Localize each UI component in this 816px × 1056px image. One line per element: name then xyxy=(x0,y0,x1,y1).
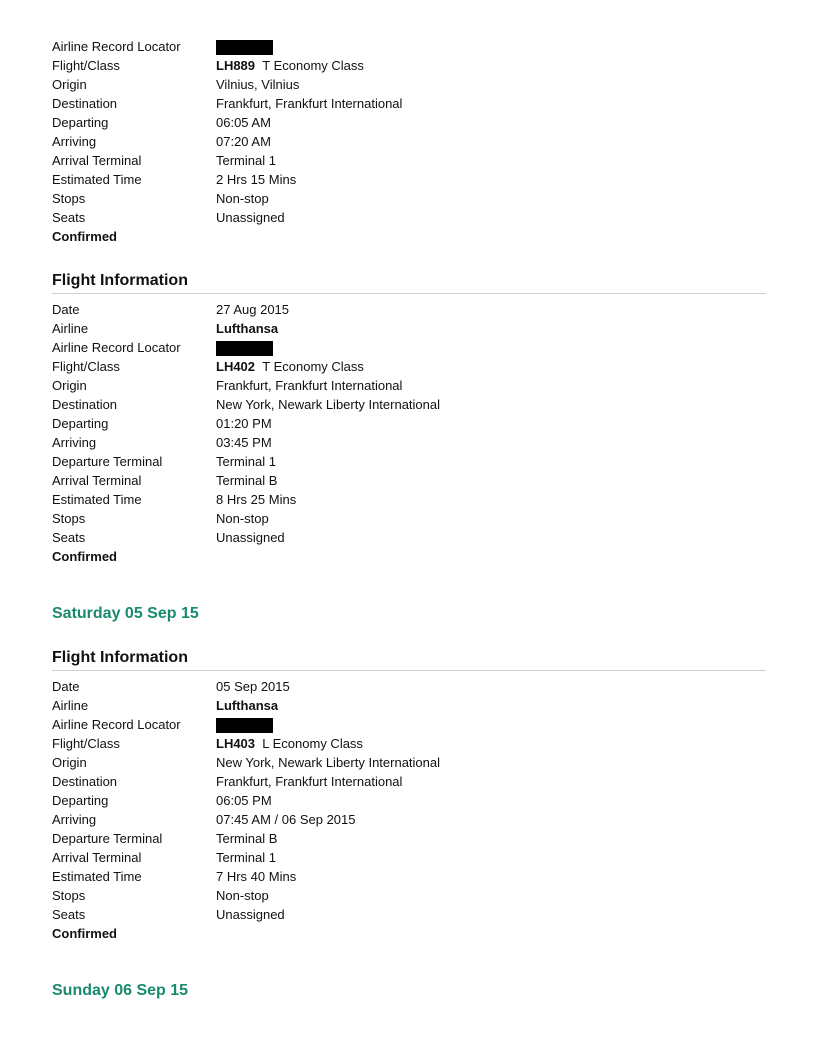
estimated-time-label: Estimated Time xyxy=(52,172,142,187)
section-title: Flight Information xyxy=(52,271,766,294)
destination-label: Destination xyxy=(52,397,118,412)
seats-value: Unassigned xyxy=(216,907,285,922)
arriving-value: 07:45 AM / 06 Sep 2015 xyxy=(216,812,356,827)
origin-value: New York, Newark Liberty International xyxy=(216,755,441,770)
origin-value: Frankfurt, Frankfurt International xyxy=(216,378,403,393)
origin-row xyxy=(52,376,766,395)
flight-segment-lh403 xyxy=(52,648,766,943)
seats-label: Seats xyxy=(52,210,86,225)
arriving-value: 07:20 AM xyxy=(216,134,271,149)
origin-label: Origin xyxy=(52,755,87,770)
destination-row xyxy=(52,772,766,791)
seats-value: Unassigned xyxy=(216,210,285,225)
estimated-time-row xyxy=(52,490,766,509)
flight-segment-lh889 xyxy=(52,37,766,246)
arriving-label: Arriving xyxy=(52,812,97,827)
departing-label: Departing xyxy=(52,115,109,130)
stops-value: Non-stop xyxy=(216,888,269,903)
stops-label: Stops xyxy=(52,888,86,903)
date-value: 05 Sep 2015 xyxy=(216,679,290,694)
redacted-record-locator xyxy=(216,718,273,733)
estimated-time-value: 8 Hrs 25 Mins xyxy=(216,492,297,507)
estimated-time-label: Estimated Time xyxy=(52,492,142,507)
origin-row xyxy=(52,753,766,772)
flight-class-value: T Economy Class xyxy=(262,58,364,73)
date-row xyxy=(52,677,766,696)
departing-row xyxy=(52,414,766,433)
arriving-value: 03:45 PM xyxy=(216,435,272,450)
departure-terminal-row xyxy=(52,452,766,471)
arriving-row xyxy=(52,810,766,829)
estimated-time-row xyxy=(52,867,766,886)
section-title: Flight Information xyxy=(52,648,766,671)
destination-label: Destination xyxy=(52,774,118,789)
flight-class-label: Flight/Class xyxy=(52,359,120,374)
departure-terminal-value: Terminal 1 xyxy=(216,454,276,469)
departure-terminal-label: Departure Terminal xyxy=(52,831,163,846)
seats-label: Seats xyxy=(52,907,86,922)
destination-row xyxy=(52,94,766,113)
seats-row xyxy=(52,208,766,227)
origin-row xyxy=(52,75,766,94)
departing-label: Departing xyxy=(52,416,109,431)
record-locator-row xyxy=(52,338,766,357)
arrival-terminal-value: Terminal 1 xyxy=(216,153,276,168)
airline-row xyxy=(52,319,766,338)
destination-label: Destination xyxy=(52,96,118,111)
stops-label: Stops xyxy=(52,191,86,206)
estimated-time-label: Estimated Time xyxy=(52,869,142,884)
estimated-time-value: 2 Hrs 15 Mins xyxy=(216,172,297,187)
date-value: 27 Aug 2015 xyxy=(216,302,290,317)
departing-label: Departing xyxy=(52,793,109,808)
airline-row xyxy=(52,696,766,715)
departing-value: 06:05 PM xyxy=(216,793,272,808)
arriving-label: Arriving xyxy=(52,435,97,450)
day-heading: Sunday 06 Sep 15 xyxy=(52,982,189,999)
arrival-terminal-label: Arrival Terminal xyxy=(52,850,142,865)
flight-class-value: T Economy Class xyxy=(262,359,364,374)
airline-label: Airline xyxy=(52,698,89,713)
redacted-record-locator xyxy=(216,341,273,356)
destination-value: Frankfurt, Frankfurt International xyxy=(216,774,403,789)
arriving-row xyxy=(52,433,766,452)
departing-value: 06:05 AM xyxy=(216,115,271,130)
departing-row xyxy=(52,791,766,810)
arriving-label: Arriving xyxy=(52,134,97,149)
stops-row xyxy=(52,886,766,905)
arriving-row xyxy=(52,132,766,151)
itinerary-page xyxy=(52,37,766,1001)
stops-value: Non-stop xyxy=(216,511,269,526)
arrival-terminal-row xyxy=(52,848,766,867)
record-locator-label: Airline Record Locator xyxy=(52,340,181,355)
date-row xyxy=(52,300,766,319)
destination-value: Frankfurt, Frankfurt International xyxy=(216,96,403,111)
day-heading: Saturday 05 Sep 15 xyxy=(52,605,199,622)
departure-terminal-row xyxy=(52,829,766,848)
departing-value: 01:20 PM xyxy=(216,416,272,431)
flight-class-row xyxy=(52,357,766,376)
record-locator-label: Airline Record Locator xyxy=(52,39,181,54)
departure-terminal-label: Departure Terminal xyxy=(52,454,163,469)
stops-value: Non-stop xyxy=(216,191,269,206)
estimated-time-value: 7 Hrs 40 Mins xyxy=(216,869,297,884)
arrival-terminal-value: Terminal B xyxy=(216,473,278,488)
seats-label: Seats xyxy=(52,530,86,545)
flight-class-label: Flight/Class xyxy=(52,58,120,73)
airline-value: Lufthansa xyxy=(216,321,279,336)
flight-number: LH403 xyxy=(216,736,256,751)
seats-value: Unassigned xyxy=(216,530,285,545)
flight-number: LH889 xyxy=(216,58,256,73)
seats-row xyxy=(52,905,766,924)
departing-row xyxy=(52,113,766,132)
date-label: Date xyxy=(52,302,80,317)
origin-label: Origin xyxy=(52,378,87,393)
arrival-terminal-value: Terminal 1 xyxy=(216,850,276,865)
airline-value: Lufthansa xyxy=(216,698,279,713)
record-locator-label: Airline Record Locator xyxy=(52,717,181,732)
departure-terminal-value: Terminal B xyxy=(216,831,278,846)
arrival-terminal-label: Arrival Terminal xyxy=(52,153,142,168)
date-label: Date xyxy=(52,679,80,694)
flight-segment-lh402 xyxy=(52,271,766,566)
booking-status: Confirmed xyxy=(52,229,117,244)
origin-label: Origin xyxy=(52,77,87,92)
arrival-terminal-row xyxy=(52,471,766,490)
flight-number: LH402 xyxy=(216,359,256,374)
flight-class-value: L Economy Class xyxy=(262,736,363,751)
booking-status: Confirmed xyxy=(52,926,117,941)
seats-row xyxy=(52,528,766,547)
stops-label: Stops xyxy=(52,511,86,526)
airline-label: Airline xyxy=(52,321,89,336)
flight-class-row xyxy=(52,56,766,75)
destination-row xyxy=(52,395,766,414)
estimated-time-row xyxy=(52,170,766,189)
stops-row xyxy=(52,189,766,208)
flight-class-label: Flight/Class xyxy=(52,736,120,751)
booking-status: Confirmed xyxy=(52,549,117,564)
stops-row xyxy=(52,509,766,528)
redacted-record-locator xyxy=(216,40,273,55)
record-locator-row xyxy=(52,37,766,56)
destination-value: New York, Newark Liberty International xyxy=(216,397,441,412)
flight-class-row xyxy=(52,734,766,753)
arrival-terminal-label: Arrival Terminal xyxy=(52,473,142,488)
arrival-terminal-row xyxy=(52,151,766,170)
origin-value: Vilnius, Vilnius xyxy=(216,77,300,92)
record-locator-row xyxy=(52,715,766,734)
